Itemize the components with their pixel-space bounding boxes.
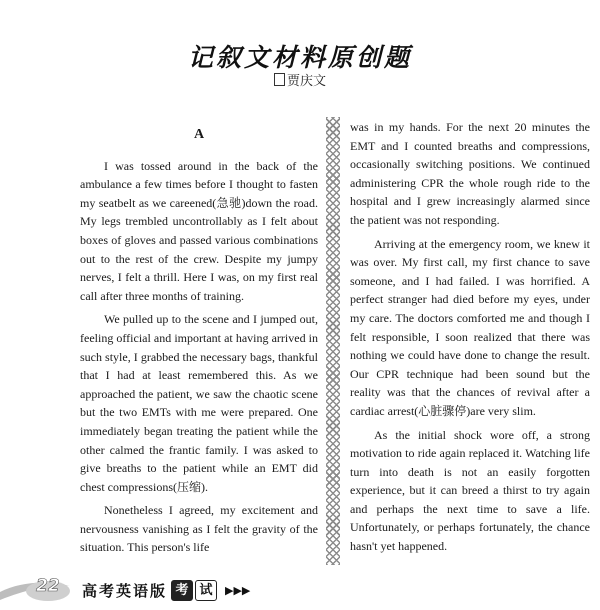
right-column [350, 118, 590, 561]
page-footer [0, 568, 600, 610]
paragraph: Nonetheless I agreed, my excitement and nervousness vanishing as I felt the gravity of the situation. This person's life [80, 503, 318, 555]
magazine-title: 高考英语版 [82, 582, 168, 600]
paragraph: We pulled up to the scene and I jumped out, feeling official and important at having arrived in such style, I grabbed the necessary bags, thankful that I had at least remembered this. As we approached the patient, we saw the chaotic scene but the two EMTs with me were prepared. One immediately began treating the patient while the other calmed the frantic family. I was asked to give breaths to the patient while an EMT did chest compressions(压缩). [80, 312, 318, 494]
paragraph: Arriving at the emergency room, we knew it was over. My first call, my first chance to save someone, and I had failed. I was horrified. A perfect stranger had died before my eyes, under my care. The doctors comforted me and though I felt responsible, I soon realized that there was nothing we could have done to change the result. Our CPR technique had been sound but the reality was that the chances of revival after a cardiac arrest(心脏骤停)are very slim. [350, 236, 590, 418]
page-number: 22 [36, 576, 60, 596]
magazine-boxed-char: 考 [171, 580, 193, 601]
paragraph-continuation: was in my hands. For the next 20 minutes the EMT and I counted breaths and compressions, occasionally switching positions. We continued administering CPR the whole rough ride to the hospital and I grew increasingly alarmed since the patient was not responding. [350, 120, 590, 227]
article-title: 记叙文材料原创题 [187, 43, 412, 72]
magazine-name [82, 580, 250, 601]
column-divider [326, 117, 340, 565]
magazine-boxed-char: 试 [195, 580, 217, 601]
author-name: 贾庆文 [286, 74, 326, 89]
paragraph: As the initial shock wore off, a strong motivation to ride again replaced it. Watching life turn into death is not an easily forgotten experience, but it can breed a thirst to try again and perhaps the next time to save a life. Unfortunately, or perhaps fortunately, the chance hasn't yet happened. [350, 427, 590, 554]
arrows-icon: ▶▶▶ [225, 584, 251, 597]
author-line [0, 70, 600, 89]
section-label: A [193, 127, 205, 142]
paragraph: I was tossed around in the back of the ambulance a few times before I thought to fasten my seatbelt as we careened(急驰)down the road. My legs trembled uncontrollably as I felt about boxes of gloves and passed various combinations out to the rest of the crew. Despite my jumpy nerves, I felt a thrill. Here I was, on my first real call after three months of training. [80, 158, 318, 303]
left-column [80, 120, 318, 562]
author-box-icon [274, 73, 285, 86]
